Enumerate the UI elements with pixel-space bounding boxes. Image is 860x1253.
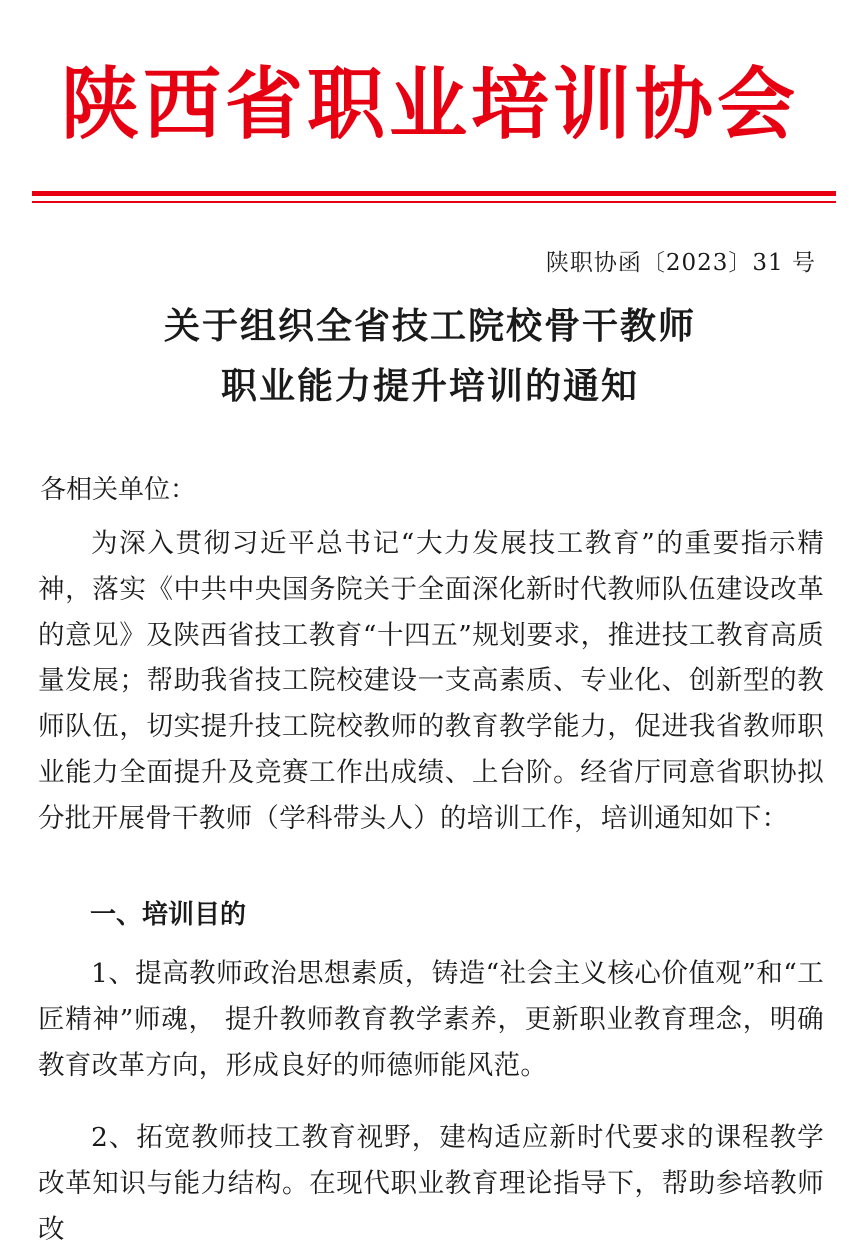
purpose-item-1: 1、提高教师政治思想素质，铸造“社会主义核心价值观”和“工匠精神”师魂， 提升教师教育教学素养，更新职业教育理念，明确教育改革方向，形成良好的师德师能风范。 [38,958,824,1081]
document-title [0,296,860,416]
title-line-2: 职业能力提升培训的通知 [220,365,639,407]
salutation: 各相关单位： [40,475,197,505]
section-heading-purpose: 一、培训目的 [90,900,247,930]
masthead-rule-thin [32,201,836,203]
document-number: 陕职协函〔2023〕31 号 [545,250,816,276]
purpose-item-2: 2、拓宽教师技工教育视野，建构适应新时代要求的课程教学改革知识与能力结构。在现代职业教育理论指导下，帮助参培教师改 [38,1122,824,1245]
intro-paragraph: 为深入贯彻习近平总书记“大力发展技工教育”的重要指示精神，落实《中共中央国务院关于全面深化新时代教师队伍建设改革的意见》及陕西省技工教育“十四五”规划要求，推进技工教育高质量发展；帮助我省技工院校建设一支高素质、专业化、创新型的教师队伍，切实提升技工院校教师的教育教学能力，促进我省教师职业能力全面提升及竞赛工作出成绩、上台阶。经省厅同意省职协拟分批开展骨干教师（学科带头人）的培训工作，培训通知如下： [38,528,824,834]
title-line-1: 关于组织全省技工院校骨干教师 [163,305,696,347]
masthead-rule-thick [32,191,836,196]
masthead-title: 陕西省职业培训协会 [60,60,799,150]
